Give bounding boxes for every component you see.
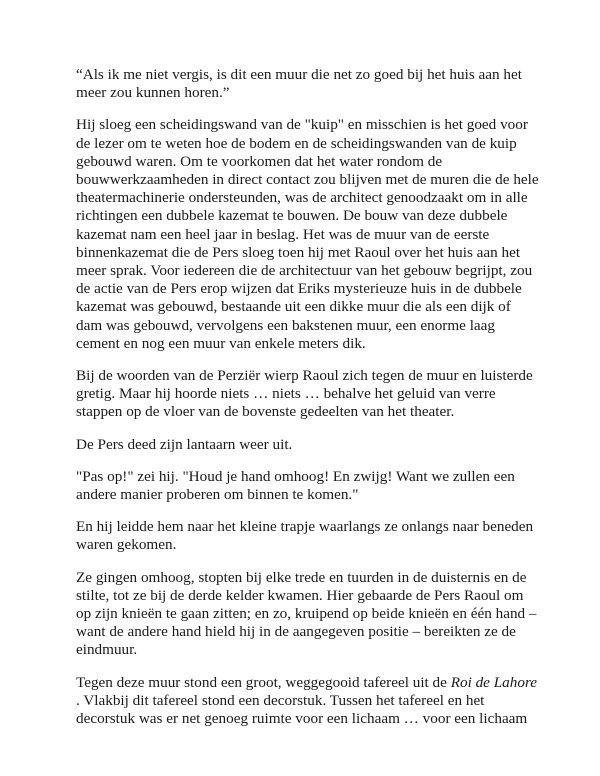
text-line: richtingen een dubbele kazemat te bouwen. De bouw van deze dubbele	[76, 207, 508, 225]
text-line: andere manier proberen om binnen te komen."	[76, 486, 359, 504]
text-line: stilte, tot ze bij de derde kelder kwamen. Hier gebaarde de Pers Raoul om	[76, 586, 524, 604]
paragraph-6	[76, 518, 546, 554]
text-line: Ze gingen omhoog, stopten bij elke trede en tuurden in de duisternis en de	[76, 568, 527, 586]
document-page	[76, 66, 546, 742]
text-line: want de andere hand hield hij in de aangegeven positie – bereikten ze de	[76, 623, 516, 641]
text-line: gretig. Maar hij hoorde niets … niets … behalve het geluid van verre	[76, 385, 496, 403]
text-line: kazemat nam een heel jaar in beslag. Het was de muur van de eerste	[76, 225, 490, 243]
paragraph-8	[76, 674, 546, 729]
text-line: kazemat was gebouwd, bestaande uit een dikke muur die als een dijk of	[76, 298, 511, 316]
text-line: "Pas op!" zei hij. "Houd je hand omhoog! En zwijg! Want we zullen een	[76, 467, 515, 485]
text-line: decorstuk was er net genoeg ruimte voor een lichaam … voor een lichaam	[76, 710, 528, 728]
text-line: Hij sloeg een scheidingswand van de "kuip" en misschien is het goed voor	[76, 116, 528, 134]
text-line: En hij leidde hem naar het kleine trapje waarlangs ze onlangs naar beneden	[76, 518, 534, 536]
text-line: eindmuur.	[76, 641, 138, 659]
paragraph-3	[76, 367, 546, 422]
text-line: gebouwd waren. Om te voorkomen dat het water rondom de	[76, 152, 443, 170]
text-line: cement en nog een muur van enkele meters dik.	[76, 334, 366, 352]
text-line	[76, 674, 546, 692]
paragraph-7	[76, 569, 546, 660]
text-line: theatermachinerie ondersteunden, was de architect genoodzaakt om in alle	[76, 189, 528, 207]
text-line: de actie van de Pers erop wijzen dat Eriks mysterieuze huis in de dubbele	[76, 280, 522, 298]
text-line: binnenkazemat die de Pers sloeg toen hij met Raoul over het huis aan het	[76, 243, 521, 261]
paragraph-2	[76, 116, 546, 353]
text-line: De Pers deed zijn lantaarn weer uit.	[76, 435, 293, 453]
paragraph-4	[76, 436, 546, 454]
text-line: dam was gebouwd, vervolgens een bakstenen muur, een enorme laag	[76, 316, 496, 334]
text-line: Bij de woorden van de Perziër wierp Raoul zich tegen de muur en luisterde	[76, 367, 533, 385]
text-line: meer zou kunnen horen.”	[76, 84, 230, 102]
italic-title: Roi de Lahore	[450, 673, 538, 691]
text-line: . Vlakbij dit tafereel stond een decorstuk. Tussen het tafereel en het	[76, 691, 485, 709]
text-line: meer sprak. Voor iedereen die de architectuur van het gebouw begrijpt, zou	[76, 262, 533, 280]
text-line: de lezer om te weten hoe de bodem en de scheidingswanden van de kuip	[76, 134, 517, 152]
paragraph-1	[76, 66, 546, 102]
text-line: op zijn knieën te gaan zitten; en zo, kruipend op beide knieën en één hand –	[76, 605, 537, 623]
paragraph-5	[76, 468, 546, 504]
text-line: “Als ik me niet vergis, is dit een muur die net zo goed bij het huis aan het	[76, 66, 522, 83]
text-line: waren gekomen.	[76, 536, 177, 554]
text-line: stappen op de vloer van de bovenste gedeelten van het theater.	[76, 403, 455, 421]
text-line: bouwwerkzaamheden in direct contact zou blijven met de muren die de hele	[76, 171, 539, 189]
text-run: Tegen deze muur stond een groot, weggegooid tafereel uit de	[76, 673, 451, 691]
